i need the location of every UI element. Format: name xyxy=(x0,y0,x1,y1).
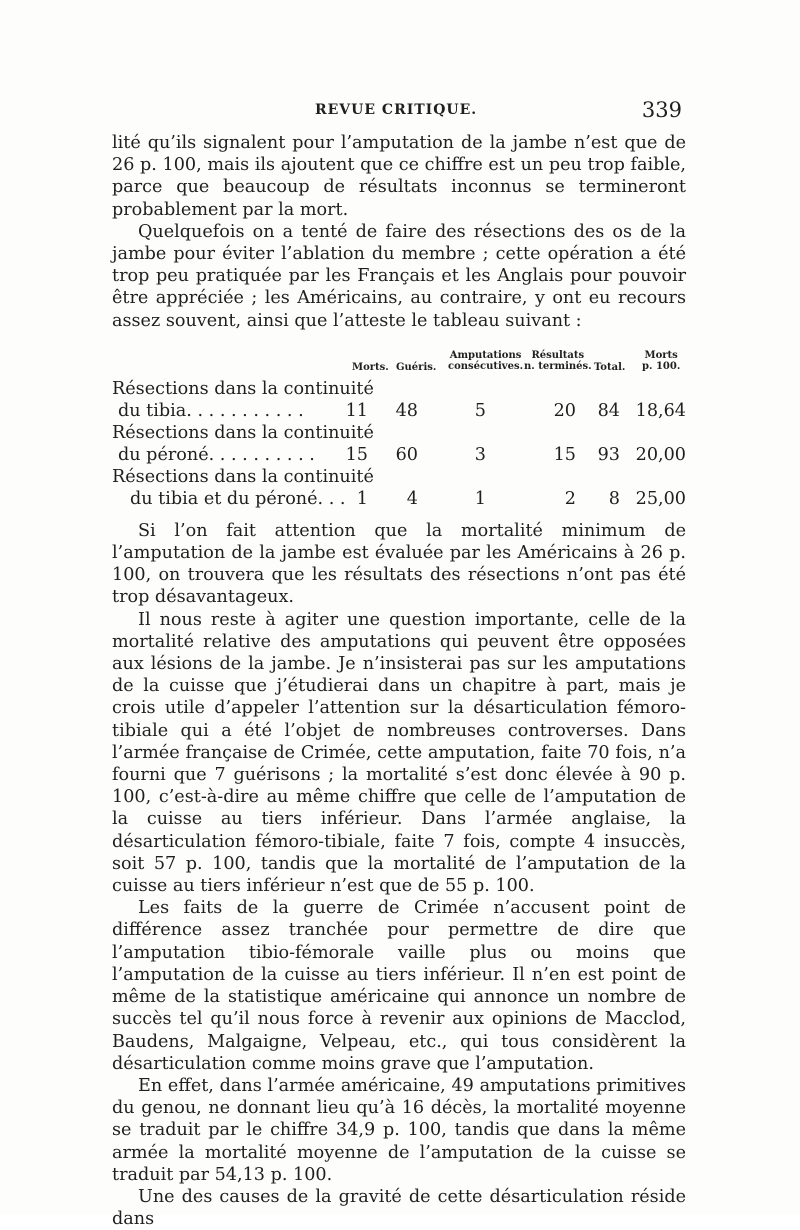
col-header-morts-pct xyxy=(642,350,680,372)
paragraph: lité qu’ils signalent pour l’amputation de la jambe n’est que de 26 p. 100, mais ils ajoutent que ce chiffre est un peu trop faible, parce que beaucoup de résultats inconnus se termineront probablement par la mort. xyxy=(112,133,686,220)
col-header-resultats-top: Résultats xyxy=(531,349,585,361)
cell-morts: 1 xyxy=(356,488,368,509)
cell-morts-pct: 18,64 xyxy=(635,400,686,421)
cell-total: 93 xyxy=(597,444,620,465)
col-header-morts-pct-bottom: p. 100. xyxy=(642,360,681,372)
resections-table xyxy=(112,340,686,512)
col-header-amputations-bottom: consécutives. xyxy=(448,360,524,372)
col-header-morts-pct-top: Morts xyxy=(644,349,678,361)
col-header-amputations xyxy=(448,350,523,372)
body-text xyxy=(112,132,686,1230)
cell-gueris: 48 xyxy=(395,400,418,421)
row-label-line2: du péroné. . . . . . . . . . xyxy=(118,444,315,465)
row-label-line1: Résections dans la continuité xyxy=(112,422,374,443)
paragraph: Les faits de la guerre de Crimée n’accusent point de différence assez tranchée pour permettre de dire que l’amputation tibio-fémorale vaille plus ou moins que l’amputation de la cuisse au tiers inférieur. Il n’en est point de même de la statistique américaine qui annonce un nombre de succès tel qu’il nous force à revenir aux opinions de Macclod, Baudens, Malgaigne, Velpeau, etc., qui tous considèrent la désarticulation comme moins grave que l’amputation. xyxy=(112,898,686,1074)
cell-amputations: 3 xyxy=(474,444,486,465)
col-header-total: Total. xyxy=(594,361,626,373)
paragraph: Une des causes de la gravité de cette désarticulation réside dans xyxy=(112,1186,686,1230)
row-label-line1: Résections dans la continuité xyxy=(112,466,374,487)
running-header xyxy=(110,98,682,124)
paragraph: Quelquefois on a tenté de faire des résections des os de la jambe pour éviter l’ablation du membre ; cette opération a été trop peu pratiquée par les Français et les Anglais pour pouvoir être appréciée ; les Américains, au contraire, y ont eu recours assez souvent, ainsi que l’atteste le tableau suivant : xyxy=(112,221,686,331)
row-label-line1: Résections dans la continuité xyxy=(112,378,374,399)
col-header-amputations-top: Amputations xyxy=(449,349,522,361)
cell-morts: 15 xyxy=(345,444,368,465)
col-header-resultats xyxy=(524,350,592,372)
paragraph: En effet, dans l’armée américaine, 49 amputations primitives du genou, ne donnant lieu qu’à 16 décès, la mortalité moyenne se traduit par le chiffre 34,9 p. 100, tandis que dans la même armée la mortalité moyenne de l’amputation de la cuisse se traduit par 54,13 p. 100. xyxy=(112,1075,686,1185)
row-label-line2: du tibia. . . . . . . . . . . xyxy=(118,400,304,421)
cell-amputations: 1 xyxy=(474,488,486,509)
paragraph: Il nous reste à agiter une question importante, celle de la mortalité relative des amputations qui peuvent être opposées aux lésions de la jambe. Je n’insisterai pas sur les amputations de la cuisse que j’étudierai dans un chapitre à part, mais je crois utile d’appeler l’attention sur la désarticulation fémoro-tibiale qui a été l’objet de nombreuses controverses. Dans l’armée française de Crimée, cette amputation, faite 70 fois, n’a fourni que 7 guérisons ; la mortalité s’est donc élevée à 90 p. 100, c’est-à-dire au même chiffre que celle de l’amputation de la cuisse au tiers inférieur. Dans l’armée anglaise, la désarticulation fémoro-tibiale, faite 7 fois, compte 4 insuccès, soit 57 p. 100, tandis que la mortalité de l’amputation de la cuisse au tiers inférieur n’est que de 55 p. 100. xyxy=(112,609,686,897)
cell-gueris: 4 xyxy=(406,488,418,509)
col-header-morts: Morts. xyxy=(352,361,389,373)
cell-gueris: 60 xyxy=(395,444,418,465)
row-label-line2: du tibia et du péroné. . . xyxy=(130,488,346,509)
cell-total: 8 xyxy=(608,488,620,509)
col-header-gueris: Guéris. xyxy=(396,361,437,373)
cell-resultats: 15 xyxy=(553,444,576,465)
running-title: REVUE CRITIQUE. xyxy=(315,102,478,118)
page-number: 339 xyxy=(641,98,682,122)
cell-total: 84 xyxy=(597,400,620,421)
col-header-resultats-bottom: n. terminés. xyxy=(524,360,592,372)
cell-morts: 11 xyxy=(345,400,368,421)
cell-resultats: 20 xyxy=(553,400,576,421)
cell-morts-pct: 20,00 xyxy=(635,444,686,465)
cell-amputations: 5 xyxy=(474,400,486,421)
cell-resultats: 2 xyxy=(564,488,576,509)
cell-morts-pct: 25,00 xyxy=(635,488,686,509)
paragraph: Si l’on fait attention que la mortalité minimum de l’amputation de la jambe est évaluée par les Américains à 26 p. 100, on trouvera que les résultats des résections n’ont pas été trop désavantageux. xyxy=(112,520,686,608)
